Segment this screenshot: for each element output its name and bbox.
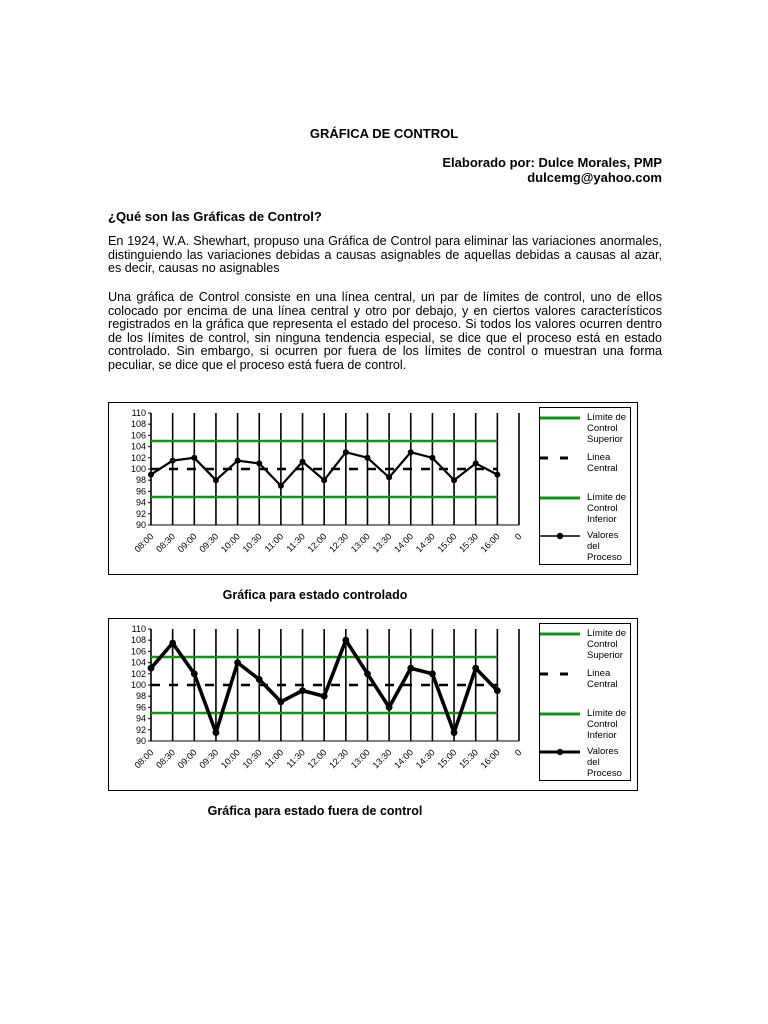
author-line: Elaborado por: Dulce Morales, PMP [442,155,662,170]
caption-out-of-control: Gráfica para estado fuera de control [207,804,423,818]
legend-symbol-icon [540,668,580,680]
x-tick-label: 10:00 [218,531,243,555]
process-point [278,483,284,489]
process-point [213,729,220,736]
process-point [234,659,241,666]
y-tick-label: 96 [135,702,146,713]
legend-label [587,708,633,741]
x-tick-label: 13:00 [348,747,372,771]
x-tick-label: 08:30 [154,747,178,771]
x-tick-label: 12:00 [305,747,329,771]
legend-label-line: Control [587,423,618,434]
process-point [213,477,219,483]
process-point [494,472,500,478]
legend-symbol-icon [540,708,580,720]
x-tick-label: 16:00 [478,531,502,555]
legend-label [587,452,633,474]
x-tick-label: 15:00 [435,531,459,555]
x-tick-label: 0 [512,531,524,542]
x-tick-label: 12:30 [327,531,351,555]
y-tick-label: 100 [130,464,146,474]
x-tick-label: 11:30 [284,747,307,770]
y-tick-label: 102 [130,452,146,463]
author-block [262,155,662,185]
legend-process-point [557,533,563,539]
x-tick-label: 0 [512,747,524,758]
legend-label-line: Límite de [587,708,627,719]
legend-symbol-icon [540,530,580,542]
legend-label-line: Central [587,679,618,690]
x-tick-label: 14:00 [392,747,416,771]
x-tick-label: 09:30 [197,531,221,555]
x-tick-label: 10:00 [218,747,243,771]
x-tick-label: 16:00 [478,747,502,771]
process-point [429,455,435,461]
legend-label-line: del [587,541,600,552]
legend-symbol-icon [540,746,580,758]
process-point [386,474,392,480]
process-point [364,670,371,677]
x-tick-label: 12:00 [305,531,329,555]
y-tick-label: 104 [130,657,146,668]
control-chart-controlled [108,402,638,575]
x-tick-label: 14:30 [413,531,437,555]
process-point [342,637,349,644]
legend-label [587,492,633,525]
process-point [494,687,501,694]
legend-label-line: Superior [587,434,623,445]
legend-process-point [557,749,563,755]
y-tick-label: 96 [135,486,146,497]
author-email: dulcemg@yahoo.com [527,170,662,185]
x-tick-label: 08:00 [132,531,156,555]
x-tick-label: 13:30 [370,531,394,555]
x-tick-label: 15:00 [435,747,459,771]
x-tick-label: 12:30 [327,747,351,771]
y-tick-label: 98 [135,691,146,702]
process-point [472,665,479,672]
process-point [277,698,284,705]
legend-symbol-icon [540,492,580,504]
y-tick-label: 108 [130,635,146,646]
x-tick-label: 13:00 [348,531,372,555]
y-tick-label: 100 [130,680,146,690]
process-point [170,458,176,464]
x-tick-label: 09:00 [175,747,199,771]
control-chart-out-of-control [108,618,638,791]
legend-label-line: Control [587,719,618,730]
x-tick-label: 15:30 [457,531,481,555]
legend-label-line: Control [587,639,618,650]
x-tick-label: 10:30 [240,747,264,771]
process-point [386,704,393,711]
x-tick-label: 11:00 [262,747,286,770]
x-tick-label: 11:30 [284,531,307,554]
legend-label [587,530,633,563]
legend-label-line: Inferior [587,514,617,525]
legend-label [587,746,633,779]
document-title: GRÁFICA DE CONTROL [309,126,459,141]
process-point [299,687,306,694]
process-point [321,693,328,700]
y-tick-label: 106 [130,430,146,441]
y-tick-label: 106 [130,646,146,657]
y-tick-label: 108 [130,419,146,430]
legend-label-line: Límite de [587,412,627,423]
y-tick-label: 94 [135,497,146,508]
process-point [364,455,370,461]
y-tick-label: 94 [135,713,146,724]
legend-label-line: Inferior [587,730,617,741]
process-point [148,665,155,672]
legend-label-line: Valores [587,530,619,541]
legend-label [587,628,633,661]
process-point [169,640,176,647]
caption-controlled: Gráfica para estado controlado [222,588,408,602]
legend-label [587,412,633,445]
legend-label-line: Superior [587,650,623,661]
legend-label-line: Central [587,463,618,474]
process-point [408,449,414,455]
process-point [451,477,457,483]
x-tick-label: 15:30 [457,747,481,771]
y-tick-label: 104 [130,441,146,452]
paragraph-1: En 1924, W.A. Shewhart, propuso una Gráfica de Control para eliminar las variaciones anormales, distinguiendo las variaciones debidas a causas asignables de aquellas debidas a causas al azar, es decir, causas no asignables [108,234,662,276]
x-tick-label: 10:30 [240,531,264,555]
process-point [256,460,262,466]
x-tick-label: 13:30 [370,747,394,771]
x-tick-label: 09:30 [197,747,221,771]
y-tick-label: 110 [131,624,146,634]
legend-label-line: Límite de [587,628,627,639]
paragraph-2: Una gráfica de Control consiste en una línea central, un par de límites de control, uno de ellos colocado por encima de una línea central y otro por debajo, y en ciertos valores característicos registrados en la gráfica que representa el estado del proceso. Si todos los valores ocurren dentro de los límites de control, sin ninguna tendencia especial, se dice que el proceso está en estado controlado. Sin embargo, si ocurren por fuera de los límites de control o muestran una forma peculiar, se dice que el proceso está fuera de control. [108,290,662,372]
legend-label-line: Control [587,503,618,514]
legend-label-line: Proceso [587,768,622,779]
chart-legend [539,407,631,565]
x-tick-label: 11:00 [262,531,286,554]
chart-legend [539,623,631,781]
legend-symbol-icon [540,452,580,464]
x-tick-label: 08:00 [132,747,156,771]
legend-symbol-icon [540,628,580,640]
y-tick-label: 98 [135,475,146,486]
legend-label-line: Proceso [587,552,622,563]
process-point [191,455,197,461]
legend-label-line: Linea [587,452,611,463]
process-point [451,729,458,736]
process-point [473,460,479,466]
x-tick-label: 08:30 [154,531,178,555]
section-question: ¿Qué son las Gráficas de Control? [108,209,322,224]
process-point [300,459,306,465]
process-point [407,665,414,672]
y-tick-label: 110 [131,408,146,418]
x-tick-label: 14:30 [413,747,437,771]
process-point [321,477,327,483]
y-tick-label: 90 [135,520,146,530]
legend-label-line: Linea [587,668,611,679]
process-point [429,670,436,677]
y-tick-label: 92 [135,508,146,519]
legend-label [587,668,633,690]
process-point [191,670,198,677]
process-point [343,449,349,455]
y-tick-label: 92 [135,724,146,735]
x-tick-label: 09:00 [175,531,199,555]
legend-symbol-icon [540,412,580,424]
process-point [148,472,154,478]
x-tick-label: 14:00 [392,531,416,555]
legend-label-line: Límite de [587,492,627,503]
process-point [235,458,241,464]
y-tick-label: 102 [130,668,146,679]
legend-label-line: del [587,757,600,768]
process-point [256,676,263,683]
legend-label-line: Valores [587,746,619,757]
y-tick-label: 90 [135,736,146,746]
